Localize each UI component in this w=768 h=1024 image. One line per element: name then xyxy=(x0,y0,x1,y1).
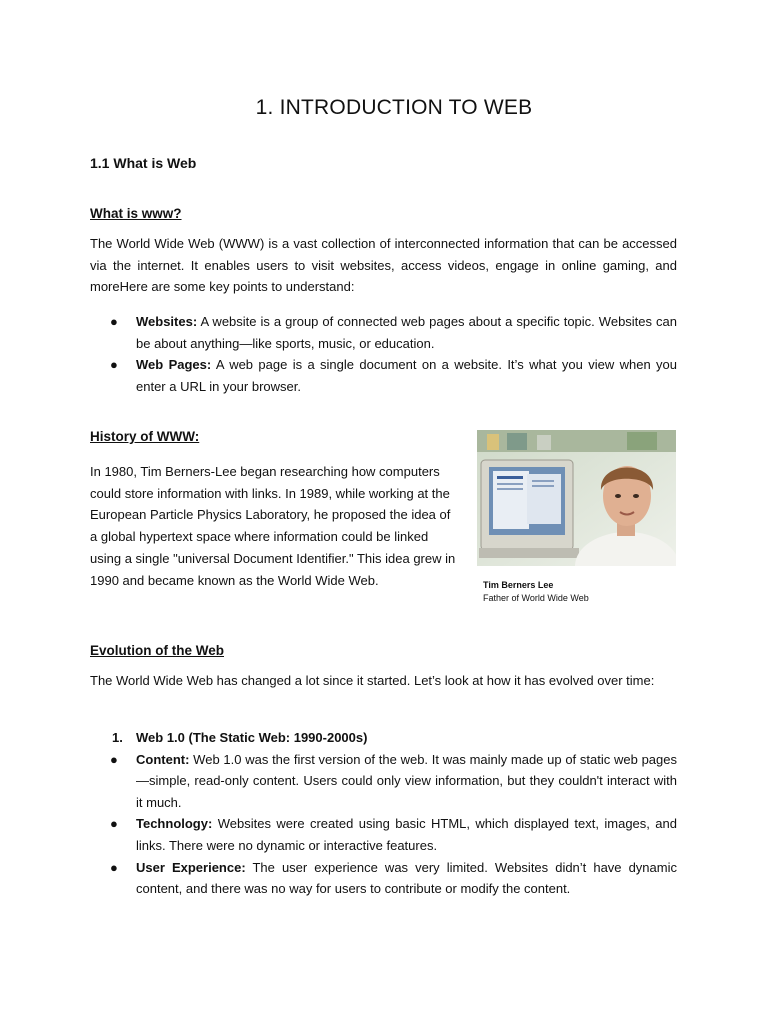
portrait-illustration xyxy=(477,430,676,566)
photo-caption-role: Father of World Wide Web xyxy=(483,593,589,603)
bullet-icon: ● xyxy=(110,314,118,329)
history-heading: History of WWW: xyxy=(90,429,200,444)
list-item xyxy=(90,749,677,814)
evolution-paragraph: The World Wide Web has changed a lot since it started. Let’s look at how it has evolved over time: xyxy=(90,673,655,688)
history-paragraph: In 1980, Tim Berners-Lee began researching how computers could store information with links. In 1989, while working at the European Particle Physics Laboratory, he proposed the idea of a global hypertext space where information could be linked using a single "universal Document Identifier." This idea grew in 1990 and became known as the World Wide Web. xyxy=(90,464,456,588)
what-is-www-list xyxy=(90,311,677,397)
bullet-icon: ● xyxy=(110,816,118,832)
bullet-text: A web page is a single document on a website. It’s what you view when you enter a URL in your browser. xyxy=(136,357,677,394)
bullet-icon: ● xyxy=(110,357,118,373)
bullet-icon: ● xyxy=(110,859,118,875)
list-number: 1. xyxy=(112,730,123,745)
tim-berners-lee-photo xyxy=(477,430,676,566)
evolution-heading: Evolution of the Web xyxy=(90,643,224,658)
list-item xyxy=(90,311,677,354)
list-item xyxy=(90,857,677,900)
bullet-text: A website is a group of connected web pages about a specific topic. Websites can be about anything—like sports, music, or education. xyxy=(136,314,677,351)
bullet-term: User Experience: xyxy=(136,859,246,875)
evolution-list xyxy=(90,727,677,900)
bullet-term: Content: xyxy=(136,751,190,767)
photo-caption-name: Tim Berners Lee xyxy=(483,580,554,590)
what-is-www-heading: What is www? xyxy=(90,206,182,221)
bullet-icon: ● xyxy=(110,751,118,767)
bullet-term: Web Pages: xyxy=(136,357,212,373)
what-is-www-paragraph: The World Wide Web (WWW) is a vast collection of interconnected information that can be accessed via the internet. It enables users to visit websites, access videos, engage in online gaming, and moreHere are some key points to understand: xyxy=(90,236,677,295)
bullet-text: Websites were created using basic HTML, which displayed text, images, and links. There were no dynamic or interactive features. xyxy=(136,816,677,853)
bullet-term: Technology: xyxy=(136,816,213,832)
page-title: 1. INTRODUCTION TO WEB xyxy=(255,96,533,119)
list-item xyxy=(90,354,677,397)
bullet-text: Web 1.0 was the first version of the web. It was mainly made up of static web pages—simple, read-only content. Users could only view information, but they couldn't interact with it much. xyxy=(136,751,677,810)
bullet-text: The user experience was very limited. Websites didn’t have dynamic content, and there was no way for users to contribute or modify the content. xyxy=(136,859,677,897)
section-subtitle: 1.1 What is Web xyxy=(90,155,197,171)
list-item xyxy=(90,727,677,749)
bullet-term: Websites: xyxy=(136,314,198,329)
list-item xyxy=(90,813,677,856)
numbered-item-label: Web 1.0 (The Static Web: 1990-2000s) xyxy=(136,730,368,745)
